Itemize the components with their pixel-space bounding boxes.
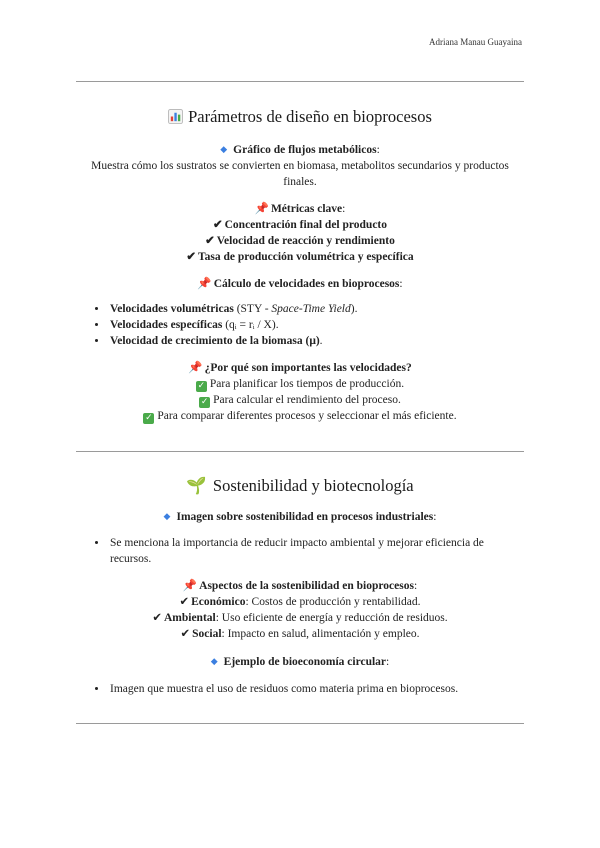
blue-diamond-icon: ◆ [163, 511, 171, 521]
check-icon: ✔ [205, 235, 215, 247]
divider-middle [76, 451, 524, 452]
list-item: • Velocidades específicas (qᵢ = rᵢ / X). [108, 317, 524, 333]
importancia-item: ✓ Para calcular el rendimiento del proceso. [200, 394, 401, 407]
list-item: • Se menciona la importancia de reducir impacto ambiental y mejorar eficiencia de recursos. [108, 535, 524, 567]
check-icon: ✔ [179, 596, 190, 608]
section-title-sostenibilidad [76, 475, 524, 497]
check-box-icon: ✓ [197, 381, 206, 391]
sprout-icon: 🌱 [186, 476, 207, 495]
aspectos-item: ✔ Económico: Costos de producción y rentabilidad. [179, 596, 421, 608]
section-title-text: Sostenibilidad y biotecnología [212, 476, 414, 495]
list-item: • Imagen que muestra el uso de residuos como materia prima en bioprocesos. [108, 681, 524, 697]
imagen-heading-line: ◆ Imagen sobre sostenibilidad en procesos industriales: [163, 511, 437, 523]
importancia-heading-line [76, 360, 524, 376]
calculo-heading-line: 📌 Cálculo de velocidades en bioprocesos: [197, 278, 403, 290]
metricas-heading: Métricas clave [270, 203, 343, 215]
section-title-parametros [76, 106, 524, 128]
pushpin-icon: 📌 [188, 362, 203, 374]
metricas-item: ✔ Concentración final del producto [212, 219, 388, 231]
check-icon: ✔ [180, 628, 191, 640]
imagen-list [76, 535, 524, 567]
list-item: • Velocidad de crecimiento de la biomasa (μ). [108, 333, 524, 349]
metricas-heading-line: 📌 Métricas clave: [254, 203, 346, 215]
blue-diamond-icon: ◆ [220, 144, 228, 154]
section-parametros [76, 106, 524, 424]
bioeconomia-heading-line: ◆ Ejemplo de bioeconomía circular: [210, 656, 390, 668]
check-icon: ✔ [186, 251, 196, 263]
calculo-list [76, 301, 524, 349]
importancia-heading: ¿Por qué son importantes las velocidades? [204, 362, 412, 374]
divider-top [76, 81, 524, 82]
check-box-icon: ✓ [200, 397, 209, 407]
pushpin-icon: 📌 [182, 580, 198, 592]
section-sostenibilidad [76, 475, 524, 697]
blue-diamond-icon: ◆ [210, 656, 218, 666]
importancia-item: ✓ Para comparar diferentes procesos y seleccionar el más eficiente. [145, 410, 457, 423]
aspectos-item: ✔ Ambiental: Uso eficiente de energía y reducción de residuos. [152, 612, 448, 624]
list-item: • Velocidades volumétricas (STY - Space-Time Yield). [108, 301, 524, 317]
divider-bottom [76, 723, 524, 724]
flujos-heading: Gráfico de flujos metabólicos [233, 144, 377, 156]
bioeconomia-heading: Ejemplo de bioeconomía circular [223, 656, 387, 668]
flujos-description: Muestra cómo los sustratos se convierten en biomasa, metabolitos secundarios y productos finales. [91, 160, 509, 188]
flujos-heading-line: ◆ Gráfico de flujos metabólicos: [220, 144, 380, 156]
aspectos-heading-line: 📌 Aspectos de la sostenibilidad en bioprocesos: [182, 580, 418, 592]
aspectos-item: ✔ Social: Impacto en salud, alimentación y empleo. [180, 628, 420, 640]
pushpin-icon: 📌 [254, 203, 269, 215]
aspectos-heading: Aspectos de la sostenibilidad en bioprocesos [199, 580, 414, 592]
section-title-text: Parámetros de diseño en bioprocesos [188, 107, 432, 126]
pushpin-icon: 📌 [197, 278, 212, 290]
check-icon: ✔ [152, 612, 162, 624]
author-name: Adriana Manau Guayaina [429, 37, 522, 47]
check-box-icon: ✓ [145, 413, 153, 423]
check-icon: ✔ [212, 219, 223, 231]
bar-chart-icon [168, 109, 183, 124]
importancia-item: ✓ Para planificar los tiempos de producción. [197, 378, 405, 391]
bioeconomia-list [76, 681, 524, 697]
calculo-heading: Cálculo de velocidades en bioprocesos [213, 278, 400, 290]
imagen-heading: Imagen sobre sostenibilidad en procesos industriales [176, 511, 434, 523]
metricas-item: ✔ Tasa de producción volumétrica y específica [186, 251, 414, 263]
metricas-item: ✔ Velocidad de reacción y rendimiento [205, 235, 395, 247]
